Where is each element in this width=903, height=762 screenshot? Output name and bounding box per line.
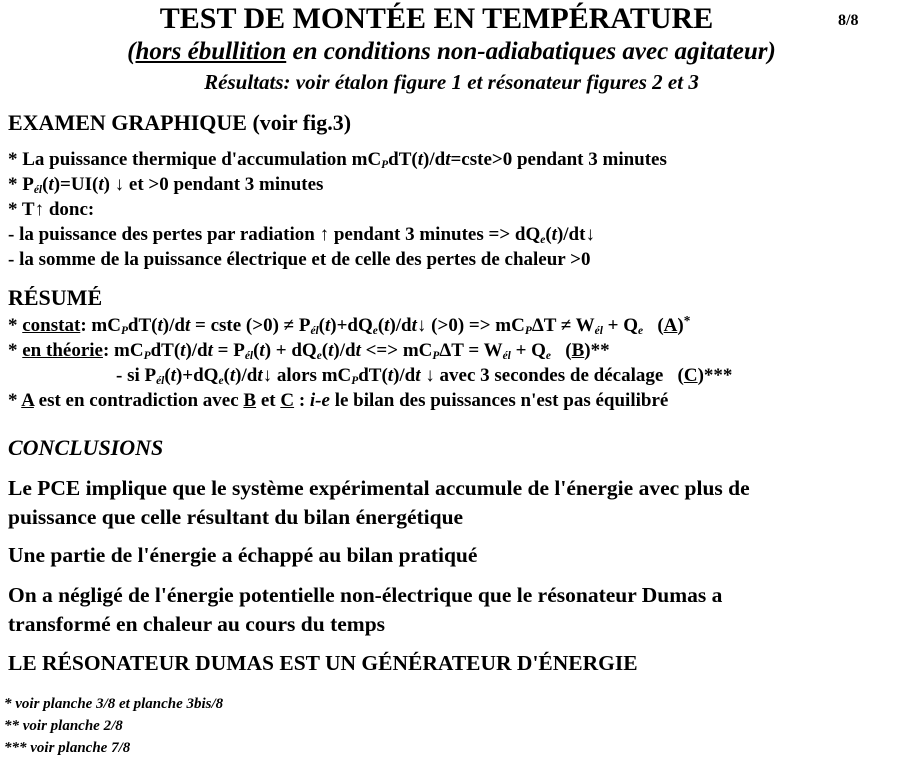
subtitle: (hors ébullition en conditions non-adiabatiques avec agitateur) [127, 38, 776, 65]
resume-constat: * constat: $mC_PdT(t)/dt$ = cste $(>0) \ne P_{él}(t)+dQ_e(t)/dt↓$ $(>0) => mC_P\Delta T \ne W_{él} + Q_e$ (A)* [8, 313, 691, 337]
conclusions-heading: CONCLUSIONS [8, 435, 164, 460]
conclusion-1-line-2: puissance que celle résultant du bilan énergétique [8, 505, 464, 529]
examen-heading: EXAMEN GRAPHIQUE (voir fig.3) [8, 110, 352, 135]
footnote-1: * voir planche 3/8 et planche 3bis/8 [4, 696, 224, 712]
examen-line-5: - la somme de la puissance électrique et de celle des pertes de chaleur >0 [8, 249, 591, 270]
resume-condition: - si $P_{él}(t)+dQ_e(t)/dt↓$ alors $mC_PdT(t)/dt$ ↓ avec 3 secondes de décalage (C)*** [116, 365, 733, 387]
footnote-2: ** voir planche 2/8 [4, 718, 123, 734]
resume-contradiction: * A est en contradiction avec B et C : i-e le bilan des puissances n'est pas équilibré [8, 390, 669, 411]
examen-line-3: * T↑ donc: [8, 199, 95, 220]
conclusion-3-line-2: transformé en chaleur au cours du temps [8, 612, 386, 636]
footnote-3: *** voir planche 7/8 [4, 740, 131, 756]
conclusion-2: Une partie de l'énergie a échappé au bilan pratiqué [8, 543, 478, 567]
conclusion-1-line-1: Le PCE implique que le système expérimental accumule de l'énergie avec plus de [8, 476, 750, 500]
examen-line-4: - la puissance des pertes par radiation ↑ pendant 3 minutes => $dQ_e(t)/dt↓$ [8, 224, 595, 246]
conclusion-3-line-1: On a négligé de l'énergie potentielle non-électrique que le résonateur Dumas a [8, 583, 723, 607]
resume-theorie: * en théorie: $mC_PdT(t)/dt = P_{él}(t) + dQ_e(t)/dt$ <=> $mC_P\Delta T = W_{él} + Q_e$ (B)** [8, 340, 610, 362]
page-number: 8/8 [838, 12, 859, 29]
examen-line-2: * $P_{él}(t)=UI(t)$ ↓ et >0 pendant 3 minutes [8, 174, 324, 196]
resume-heading: RÉSUMÉ [8, 285, 103, 310]
conclusion-final: LE RÉSONATEUR DUMAS EST UN GÉNÉRATEUR D'ÉNERGIE [8, 651, 638, 675]
results-line: Résultats: voir étalon figure 1 et résonateur figures 2 et 3 [204, 70, 699, 94]
page-title: TEST DE MONTÉE EN TEMPÉRATURE [159, 2, 714, 35]
examen-line-1: * La puissance thermique d'accumulation $mC_PdT(t)/dt=cste>0$ pendant 3 minutes [8, 149, 667, 171]
